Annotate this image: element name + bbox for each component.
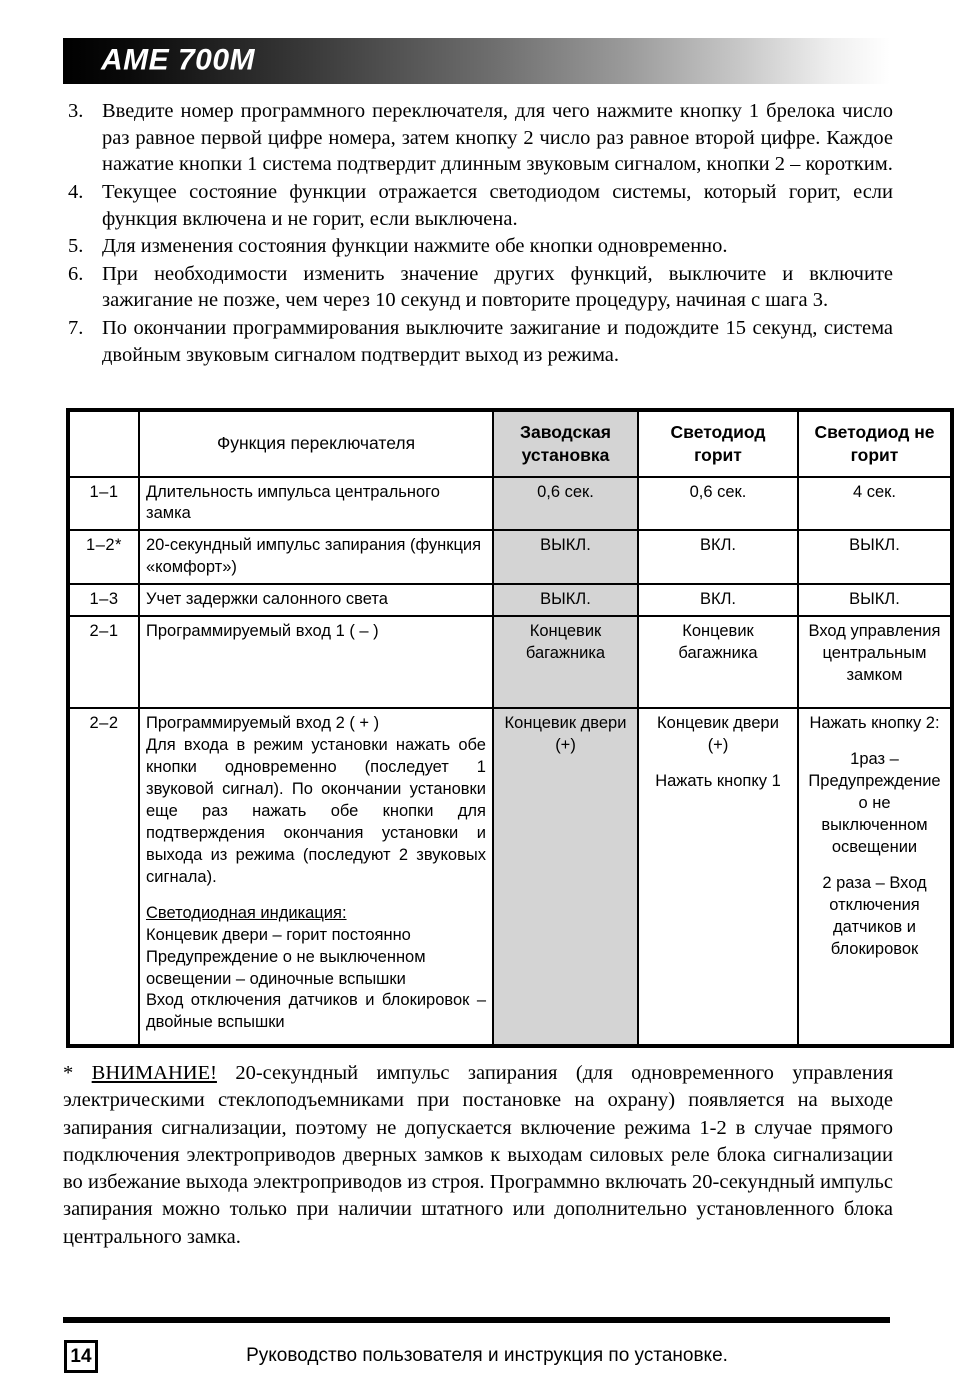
row-led-on: ВКЛ. (638, 584, 798, 616)
row-code: 2–1 (68, 616, 139, 708)
row-code: 1–3 (68, 584, 139, 616)
row-led-off (798, 708, 952, 1046)
table-header-function: Функция переключателя (139, 410, 493, 477)
row-led-on: ВКЛ. (638, 530, 798, 584)
row-led-off-line: 1раз – Предупреждение о не выключенном освещении (808, 750, 941, 856)
table-header-code (68, 410, 139, 477)
list-item (63, 98, 893, 178)
row-led-on: 0,6 сек. (638, 477, 798, 531)
list-item-text: Текущее состояние функции отражается светодиодом системы, который горит, если функция включена и не горит, если выключена. (102, 180, 893, 230)
row-factory: 0,6 сек. (493, 477, 638, 531)
row-function-body: Для входа в режим установки нажать обе кнопки одновременно (последует 1 звуковой сигнал). По окончании установки еще раз нажать обе кнопки для подтверждения окончания установки и выхода из режима (последуют 2 звуковых сигнала). (146, 736, 486, 886)
row-factory: Концевик багажника (493, 616, 638, 708)
list-item-number: 6. (68, 262, 84, 285)
table-header-led-on: Светодиод горит (638, 410, 798, 477)
warning-marker: * (63, 1062, 74, 1084)
list-item-number: 5. (68, 235, 84, 258)
row-led-off: Вход управления центральным замком (798, 616, 952, 708)
spacer (805, 859, 944, 873)
row-function: 20-секундный импульс запирания (функция «комфорт») (139, 530, 493, 584)
footer-divider (63, 1317, 890, 1323)
row-led-off: 4 сек. (798, 477, 952, 531)
page-number-badge: 14 (64, 1340, 98, 1373)
list-item (63, 233, 893, 260)
page-title: AME 700M (101, 43, 256, 77)
list-item-number: 4. (68, 180, 84, 203)
list-item-text: По окончании программирования выключите зажигание и подождите 15 секунд, система двойным звуковым сигналом подтвердит выход из режима. (102, 317, 893, 366)
led-indication-label: Светодиодная индикация: (146, 903, 347, 922)
table-header-factory: Заводская установка (493, 410, 638, 477)
list-item-text: При необходимости изменить значение других функций, выключите и включите зажигание не позже, чем через 10 секунд и повторите процедуру, начиная с шага 3. (102, 262, 893, 312)
row-led-off-line: 2 раза – Вход отключения датчиков и блокировок (822, 873, 927, 958)
table-row (68, 530, 952, 584)
spacer (645, 757, 791, 771)
table-row (68, 584, 952, 616)
row-led-on: Концевик багажника (638, 616, 798, 708)
row-function: Программируемый вход 1 ( – ) (139, 616, 493, 708)
spacer (805, 735, 944, 749)
row-led-off: ВЫКЛ. (798, 584, 952, 616)
row-led-off: ВЫКЛ. (798, 530, 952, 584)
row-function (139, 708, 493, 1046)
table-row (68, 708, 952, 1046)
row-code: 2–2 (68, 708, 139, 1046)
list-item-text: Для изменения состояния функции нажмите обе кнопки одновременно. (102, 235, 728, 258)
row-led-on (638, 708, 798, 1046)
row-function: Длительность импульса центрального замка (139, 477, 493, 531)
table-row (68, 616, 952, 708)
list-item-text: Введите номер программного переключателя, для чего нажмите кнопку 1 брелока число раз равное первой цифре номера, затем кнопку 2 число раз равное второй цифре. Каждое нажатие кнопки 1 система подтвердит длинным звуковым сигналом, кнопки 2 – коротким. (102, 100, 893, 176)
table-header-led-off: Светодиод не горит (798, 410, 952, 477)
row-factory: ВЫКЛ. (493, 584, 638, 616)
instruction-list (63, 98, 893, 369)
list-item-number: 7. (68, 317, 84, 340)
warning-note (63, 1060, 893, 1251)
row-factory: Концевик двери (+) (493, 708, 638, 1046)
row-function: Учет задержки салонного света (139, 584, 493, 616)
warning-label: ВНИМАНИЕ! (91, 1062, 217, 1084)
switch-function-table (66, 408, 954, 1048)
warning-text: 20-секундный импульс запирания (для одновременного управления электрическими стеклоподъемниками при постановке на охрану) появляется на выходе запирания сигнализации, поэтому не допускается включение режима 1-2 в случае прямого подключения электроприводов дверных замков к выходам силовых реле блока сигнализации во избежание выхода электроприводов из строя. Программно включать 20-секундный импульс запирания можно только при наличии штатного или дополнительно установленного блока центрального замка. (63, 1062, 894, 1248)
spacer (146, 889, 486, 903)
table-header-row (68, 410, 952, 477)
row-led-on-line: Концевик двери (+) (657, 714, 779, 755)
led-indication-line: Концевик двери – горит постоянно (146, 925, 411, 944)
row-code: 1–2* (68, 530, 139, 584)
row-factory: ВЫКЛ. (493, 530, 638, 584)
led-indication-line: Вход отключения датчиков и блокировок – двойные вспышки (146, 991, 486, 1032)
footer-caption: Руководство пользователя и инструкция по установке. (246, 1345, 728, 1366)
row-code: 1–1 (68, 477, 139, 531)
list-item-number: 3. (68, 100, 84, 122)
table-row (68, 477, 952, 531)
list-item (63, 179, 893, 232)
page-header-band (63, 38, 890, 84)
led-indication-line: Предупреждение о не выключенном освещении – одиночные вспышки (146, 947, 426, 988)
list-item (63, 315, 893, 368)
row-led-on-line: Нажать кнопку 1 (655, 772, 781, 791)
list-item (63, 261, 893, 314)
row-function-title: Программируемый вход 2 ( + ) (146, 714, 380, 733)
row-led-off-line: Нажать кнопку 2: (809, 714, 940, 733)
